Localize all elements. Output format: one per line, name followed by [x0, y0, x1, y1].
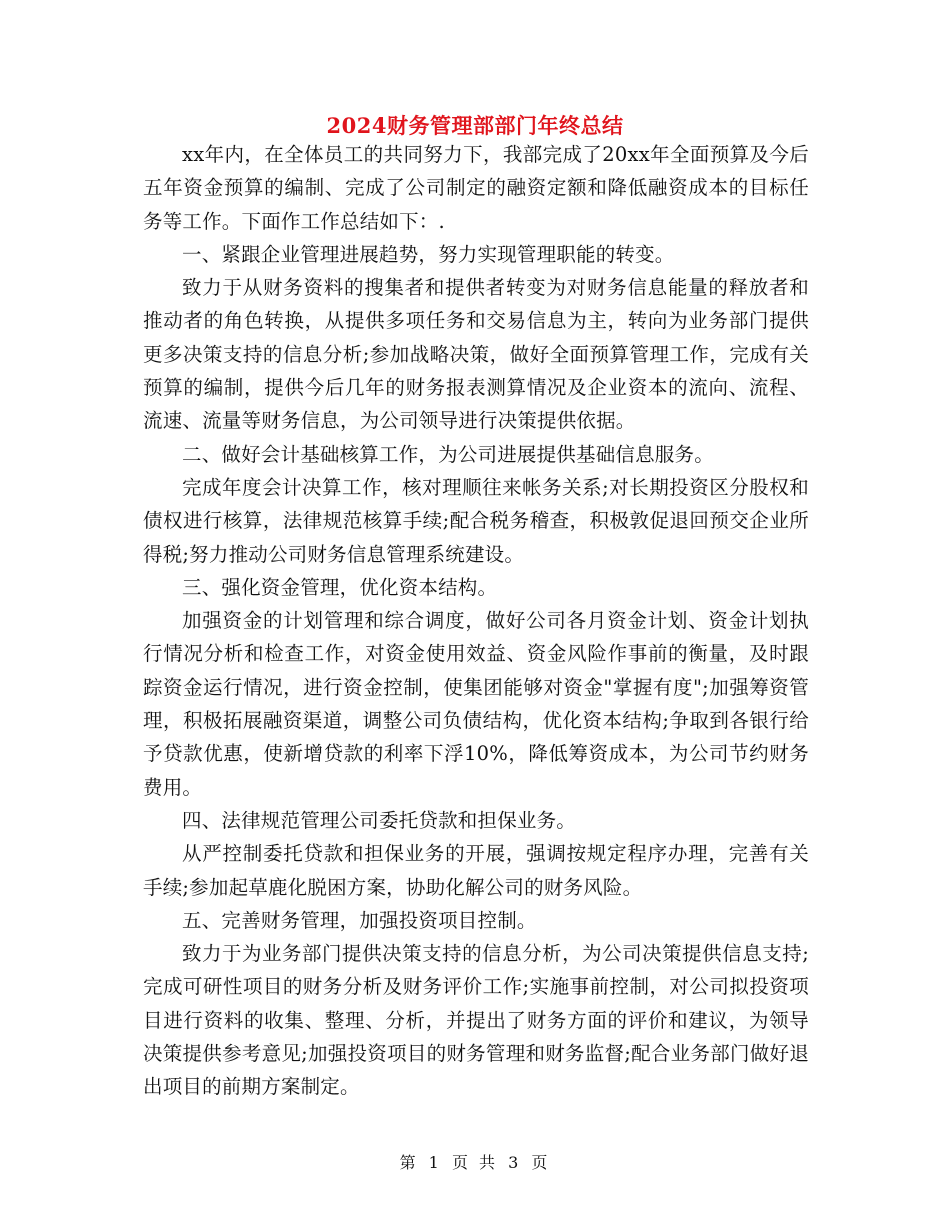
page-footer [0, 1150, 950, 1173]
paragraph-section-1: 致力于从财务资料的搜集者和提供者转变为对财务信息能量的释放者和推动者的角色转换，从提供多项任务和交易信息为主，转向为业务部门提供更多决策支持的信息分析;参加战略决策，做好全面预算管理工作，完成有关预算的编制，提供今后几年的财务报表测算情况及企业资本的流向、流程、流速、流量等财务信息，为公司领导进行决策提供依据。 [143, 276, 809, 433]
document-body [143, 138, 809, 1104]
section-heading-3: 三、强化资金管理，优化资本结构。 [182, 575, 498, 599]
paragraph-intro: xx年内，在全体员工的共同努力下，我部完成了20xx年全面预算及今后五年资金预算的编制、完成了公司制定的融资定额和降低融资成本的目标任务等工作。下面作工作总结如下：. [143, 143, 809, 233]
section-heading-1: 一、紧跟企业管理进展趋势，努力实现管理职能的转变。 [182, 242, 675, 266]
footer-middle: 页 共 [451, 1153, 499, 1172]
footer-suffix: 页 [531, 1153, 551, 1172]
footer-total-pages: 3 [508, 1153, 522, 1172]
paragraph-section-5: 致力于为业务部门提供决策支持的信息分析，为公司决策提供信息支持;完成可研性项目的财务分析及财务评价工作;实施事前控制，对公司拟投资项目进行资料的收集、整理、分析，并提出了财务方面的评价和建议，为领导决策提供参考意见;加强投资项目的财务管理和财务监督;配合业务部门做好退出项目的前期方案制定。 [143, 942, 809, 1099]
paragraph-section-4: 从严控制委托贷款和担保业务的开展，强调按规定程序办理，完善有关手续;参加起草鹿化脱困方案，协助化解公司的财务风险。 [143, 842, 809, 899]
document-title: 2024财务管理部部门年终总结 [326, 113, 624, 138]
section-heading-5: 五、完善财务管理，加强投资项目控制。 [182, 908, 537, 932]
paragraph-section-2: 完成年度会计决算工作，核对理顺往来帐务关系;对长期投资区分股权和债权进行核算，法律规范核算手续;配合税务稽查，积极敦促退回预交企业所得税;努力推动公司财务信息管理系统建设。 [143, 475, 809, 566]
section-heading-4: 四、法律规范管理公司委托贷款和担保业务。 [182, 808, 577, 832]
paragraph-section-3: 加强资金的计划管理和综合调度，做好公司各月资金计划、资金计划执行情况分析和检查工作，对资金使用效益、资金风险作事前的衡量，及时跟踪资金运行情况，进行资金控制，使集团能够对资金"掌握有度";加强筹资管理，积极拓展融资渠道，调整公司负债结构，优化资本结构;争取到各银行给予贷款优惠，使新增贷款的利率下浮10%，降低筹资成本，为公司节约财务费用。 [143, 609, 809, 799]
footer-page-number: 1 [428, 1153, 442, 1172]
section-heading-2: 二、做好会计基础核算工作，为公司进展提供基础信息服务。 [182, 442, 714, 466]
footer-prefix: 第 [399, 1153, 419, 1172]
